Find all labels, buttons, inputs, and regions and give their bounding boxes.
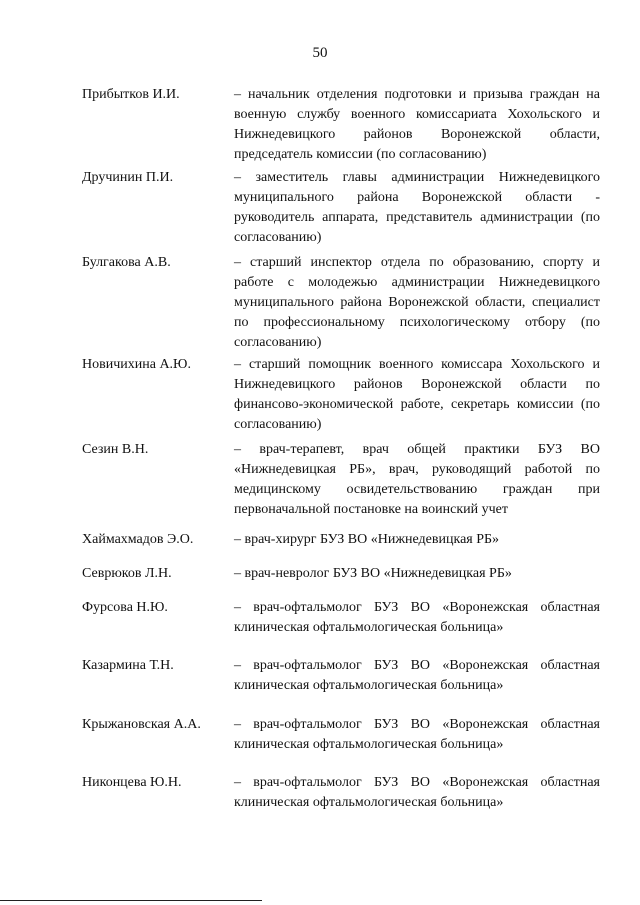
- member-role: – врач-невролог БУЗ ВО «Нижнедевицкая РБ»: [234, 566, 512, 581]
- member-role: – начальник отделения подготовки и призыва граждан на военную службу военного комиссариата Хохольского и Нижнедевицкого районов Воронежской области, председатель комиссии (по согласованию): [234, 87, 600, 162]
- member-role: – врач-хирург БУЗ ВО «Нижнедевицкая РБ»: [234, 532, 500, 547]
- member-name: Севрюков Л.Н.: [82, 566, 172, 581]
- member-role: – врач-офтальмолог БУЗ ВО «Воронежская областная клиническая офтальмологическая больница»: [234, 775, 600, 810]
- member-name: Новичихина А.Ю.: [82, 357, 191, 372]
- member-name: Булгакова А.В.: [82, 255, 171, 270]
- member-name: Прибытков И.И.: [82, 87, 180, 102]
- member-name: Фурсова Н.Ю.: [82, 600, 168, 615]
- member-name: Никонцева Ю.Н.: [82, 775, 182, 790]
- member-role: – врач-офтальмолог БУЗ ВО «Воронежская областная клиническая офтальмологическая больница»: [234, 600, 600, 635]
- member-role: – старший помощник военного комиссара Хохольского и Нижнедевицкого районов Воронежской области по финансово-экономической работе, секретарь комиссии (по согласованию): [234, 357, 600, 432]
- member-name: Сезин В.Н.: [82, 442, 149, 457]
- member-name: Хаймахмадов Э.О.: [82, 532, 194, 547]
- member-name: Крыжановская А.А.: [82, 717, 201, 732]
- member-name: Казармина Т.Н.: [82, 658, 174, 673]
- page-number: 50: [312, 45, 328, 61]
- member-role: – заместитель главы администрации Нижнедевицкого муниципального района Воронежской области - руководитель аппарата, представитель администрации (по согласованию): [234, 170, 600, 245]
- member-role: – старший инспектор отдела по образованию, спорту и работе с молодежью администрации Нижнедевицкого муниципального района Воронежской области, специалист по профессиональному психологическому отбору (по согласованию): [234, 255, 600, 350]
- member-name: Дручинин П.И.: [82, 170, 174, 185]
- member-role: – врач-офтальмолог БУЗ ВО «Воронежская областная клиническая офтальмологическая больница»: [234, 658, 600, 693]
- footer-rule: [0, 900, 262, 901]
- member-role: – врач-терапевт, врач общей практики БУЗ ВО «Нижнедевицкая РБ», врач, руководящий работой по медицинскому освидетельствованию граждан при первоначальной постановке на воинский учет: [234, 442, 600, 517]
- member-role: – врач-офтальмолог БУЗ ВО «Воронежская областная клиническая офтальмологическая больница»: [234, 717, 600, 752]
